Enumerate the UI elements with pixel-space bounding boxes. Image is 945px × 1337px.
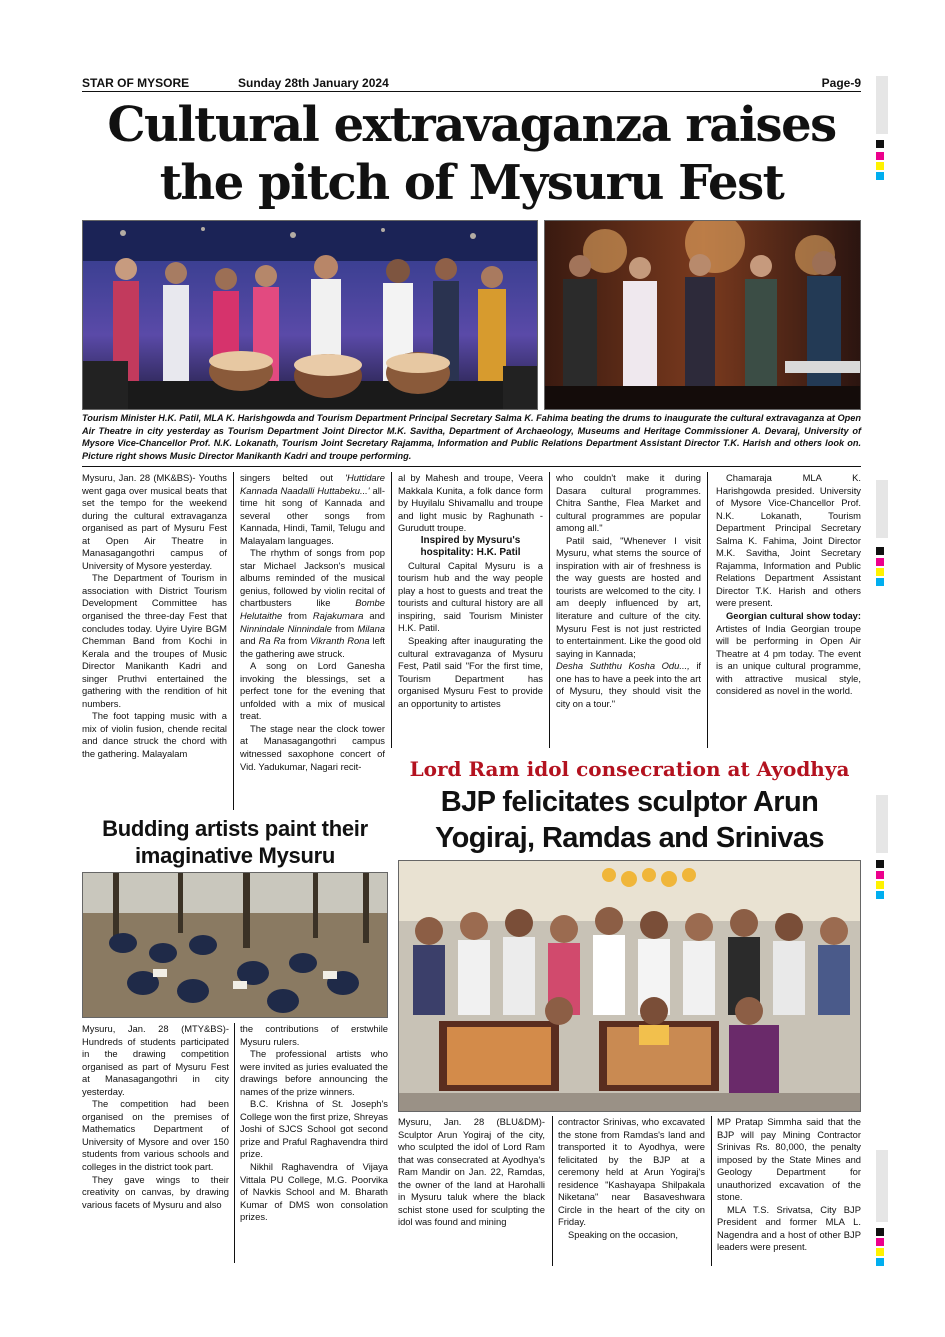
bjp-headline: BJP felicitates sculptor Arun Yogiraj, Ramdas and Srinivas [435, 786, 824, 854]
paragraph: singers belted out 'Huttidare Kannada Naadalli Huttabeku...' all-time hit song of Kannada and several other songs from Kannada, Hindi, Tamil, Telugu and Malayalam languages. [240, 472, 386, 546]
lead-headline-line1: Cultural extravaganza raises [107, 97, 836, 153]
paragraph: Patil said, "Whenever I visit Mysuru, what stems the source of inspiration with air of freshness is the way guests are hosted and tourists are welcomed to the city. I am deeply influenced by art, literature and culture of the city. Mysuru Fest is not just restricted to entertainment. Like the good old saying in Kannada; [556, 534, 701, 659]
lead-column-4 [556, 472, 701, 710]
column-divider [234, 1023, 235, 1263]
print-margin-bar [876, 795, 888, 853]
paragraph: Chamaraja MLA K. Harishgowda presided. University of Mysore Vice-Chancellor Prof. N.K. Lokanath, Tourism Department Principal Secretary Salma K. Fahima, Joint Director M.K. Savitha, Joint Secretary Rajamma, Information and Public Relations Department Assistant Director T.K. Harish and others were present. [716, 472, 861, 609]
registration-mark-black [876, 547, 884, 555]
registration-mark-yellow [876, 881, 884, 889]
artists-column-2 [240, 1023, 388, 1224]
paragraph: Mysuru, Jan. 28 (MK&BS)- Youths went gaga over musical beats that set the tempo for the weekend during the cultural extravaganza organised as part of Mysuru Fest at Open Air Theatre in Manasagangothri campus of University of Mysore yesterday. [82, 472, 227, 571]
paragraph: who couldn't make it during Dasara cultural programmes. Chitra Santhe, Flea Market and cultural programmes are popular among all." [556, 472, 701, 534]
registration-mark-magenta [876, 871, 884, 879]
registration-mark-black [876, 1228, 884, 1236]
lead-photo-caption: Tourism Minister H.K. Patil, MLA K. Harishgowda and Tourism Department Principal Secretary Salma K. Fahima beating the drums to inaugurate the cultural extravaganza at Open Air Theatre in city yesterday as Tourism Department Joint Director M.K. Savitha, Department of Archaeology, Museums and Heritage Commissioner A. Devaraj, University of Mysore Vice-Chancellor Prof. N.K. Lokanath, Tourism Joint Secretary Rajamma, Information and Public Relations Department Assistant Director T.K. Harish and others look on. Picture right shows Music Director Manikanth Kadri and troupe performing. [82, 412, 861, 467]
paragraph: Mysuru, Jan. 28 (MTY&BS)- Hundreds of students participated in the drawing competition organised as part of Mysuru Fest at Manasagangothri in city yesterday. [82, 1023, 229, 1097]
publication-name: STAR OF MYSORE [82, 76, 190, 90]
column-divider [391, 472, 392, 748]
lead-column-3 [398, 472, 543, 710]
lead-column-2 [240, 472, 385, 773]
bjp-column-3 [717, 1116, 861, 1254]
column-divider [711, 1116, 712, 1266]
registration-mark-yellow [876, 162, 884, 170]
paragraph: The rhythm of songs from pop star Michael Jackson's musical albums reminded of the musical genius, followed by violin recital of chartbusters like Bombe Helutaithe from Rajakumara and Ninnindale Ninnindale from Milana and Ra Ra from Vikranth Rona left the gathering awe struck. [240, 547, 386, 659]
registration-mark-black [876, 860, 884, 868]
lead-column-5 [716, 472, 861, 698]
page-number: Page-9 [821, 76, 861, 90]
registration-mark-magenta [876, 558, 884, 566]
paragraph: Nikhil Raghavendra of Vijaya Vittala PU College, M.G. Poorvika of Navkis School and M. Bharath Kumar of DMS won consolation prizes. [240, 1161, 388, 1223]
bjp-column-1 [398, 1116, 545, 1229]
paragraph: al by Mahesh and troupe, Veera Makkala Kunita, a folk dance form by Huyilalu Shivamallu and troupe and light music by Raghunath - Gurudutt troupe. [398, 472, 543, 534]
paragraph: MLA T.S. Srivatsa, City BJP President and former MLA L. Nagendra and a host of other BJP leaders were present. [717, 1203, 861, 1253]
paragraph: MP Pratap Simmha said that the BJP will pay Mining Contractor Srinivas Rs. 80,000, the penalty imposed by the State Mines and Geology Department for unauthorized excavation of the stone. [717, 1116, 861, 1203]
paragraph: Speaking after inaugurating the cultural extravaganza of Mysuru Fest, Patil said "For the first time, Tourism Department has organised Mysuru Fest to provide an opportunity to artistes [398, 635, 543, 709]
paragraph: Speaking on the occasion, [568, 1228, 678, 1240]
paragraph: The foot tapping music with a mix of violin fusion, chende recital and dance struck the chord with the gathering. Malayalam [82, 710, 227, 760]
print-margin-bar [876, 76, 888, 134]
concert-performance-photo [544, 220, 861, 410]
registration-mark-cyan [876, 578, 884, 586]
print-margin-bar [876, 480, 888, 538]
lead-column-1 [82, 472, 227, 761]
registration-mark-yellow [876, 1248, 884, 1256]
bjp-column-2 [558, 1116, 705, 1241]
paragraph: A song on Lord Ganesha invoking the blessings, set a perfect tone for the evening that unfolded with a mix of musical treat. [240, 660, 385, 722]
bjp-kicker: Lord Ram idol consecration at Ayodhya [409, 757, 850, 781]
registration-mark-magenta [876, 152, 884, 160]
column-divider [552, 1116, 553, 1266]
column-divider [549, 472, 550, 748]
registration-mark-yellow [876, 568, 884, 576]
registration-mark-cyan [876, 1258, 884, 1266]
registration-mark-magenta [876, 1238, 884, 1246]
lead-headline-line2: the pitch of Mysuru Fest [159, 155, 784, 211]
column-divider [707, 472, 708, 748]
drum-inauguration-photo [82, 220, 538, 410]
registration-mark-cyan [876, 891, 884, 899]
paragraph: the contributions of erstwhile Mysuru rulers. [240, 1023, 388, 1047]
paragraph: B.C. Krishna of St. Joseph's College won the first prize, Shreyas Joshi of SJCS School got second prize and Praful Raghavendra third prize. [240, 1098, 388, 1160]
paragraph: The competition had been organised on the premises of Mathematics Department of University of Mysore and over 150 students from various schools and colleges in the district took part. [82, 1098, 229, 1173]
paragraph: Georgian cultural show today: Artistes of India Georgian troupe will be performing in Open Air Theatre at 4 pm today. The event is an unique cultural programme, with attractive musical style, considered as novel in the world. [716, 610, 861, 697]
paragraph: The stage near the clock tower at Manasagangothri campus witnessed saxophone concert of Vid. Yadukumar, Nagari recit- [240, 722, 385, 772]
paragraph: contractor Srinivas, who excavated the stone from Ramdas's land and transported it to Ayodhya, were felicitated by the BJP at a ceremony held at Arun Yogiraj's residence "Kashayapa Shilpakala Niketana" near Basaveshwara Circle in the heart of the city on Friday. [558, 1116, 705, 1228]
paragraph: The Department of Tourism in association with District Tourism Development Committee has organised the three-day Fest that concludes today. Uyire Uyire BGM Chemman Band from Kochi in Kerala and the troupes of Music Director Manikanth Kadri and singer Pruthvi entertained the gathering with the rendition of hit numbers. [82, 572, 227, 709]
drawing-competition-photo [82, 872, 388, 1018]
paragraph: Cultural Capital Mysuru is a tourism hub and the way people play a host to guests and treat the tourists and cultural history are all inspiring, said Tourism Minister H.K. Patil. [398, 559, 543, 634]
page-header [82, 76, 861, 92]
subheading: Inspired by Mysuru's hospitality: H.K. Patil [420, 534, 521, 559]
print-margin-bar [876, 1150, 888, 1222]
artists-column-1 [82, 1023, 229, 1211]
paragraph: The professional artists who were invited as juries evaluated the drawings before announcing the names of the prize winners. [240, 1048, 388, 1097]
paragraph: Desha Suththu Kosha Odu..., if one has to have a peek into the art of Mysuru, they should visit the city on a tour." [556, 660, 701, 709]
registration-mark-black [876, 140, 884, 148]
paragraph: Mysuru, Jan. 28 (BLU&DM)- Sculptor Arun Yogiraj of the city, who sculpted the idol of Lord Ram that was consecrated at Ayodhya's Ram Mandir on Jan. 22, Ramdas, the owner of the land at Harohalli in Mysuru taluk where the black schist stone used for sculpting the idol was found and mining [398, 1116, 545, 1228]
column-divider [233, 472, 234, 810]
artists-headline: Budding artists paint their imaginative Mysuru [102, 816, 368, 868]
lead-headline [78, 96, 865, 212]
paragraph: They gave wings to their creativity on canvas, by drawing various facets of Mysuru and also [82, 1173, 229, 1210]
felicitation-group-photo [398, 860, 861, 1112]
registration-mark-cyan [876, 172, 884, 180]
issue-date: Sunday 28th January 2024 [238, 76, 389, 90]
